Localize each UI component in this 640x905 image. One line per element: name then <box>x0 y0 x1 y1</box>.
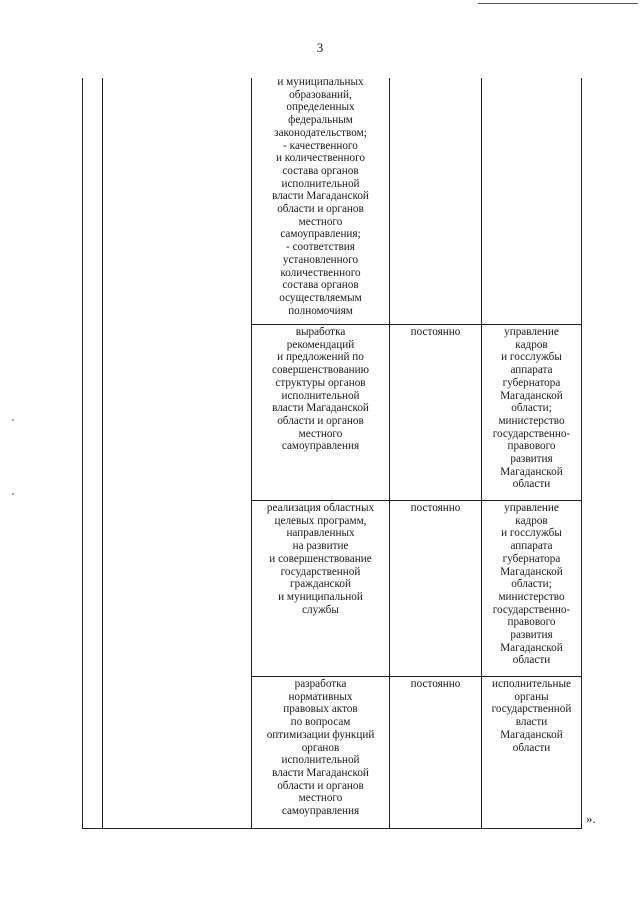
table-row-2-term: постоянно <box>410 326 461 338</box>
table-row-3-term: постоянно <box>410 502 461 514</box>
table-column-divider <box>102 78 103 829</box>
table-row-1-activity: и муниципальных образований, определенных федеральным законодательством; - качественного и количественного состава органов исполнительной власти Магаданской области и органов местного самоуправления; - соответствия установленного количественного состава органов осуществляемым полномочиям <box>272 76 369 317</box>
margin-speck <box>12 419 14 421</box>
row-divider <box>251 676 582 677</box>
table-row-4-term: постоянно <box>410 678 461 690</box>
page-number: 3 <box>316 40 324 55</box>
table-row-2-responsible: управление кадров и госслужбы аппарата губернатора Магаданской области; министерство государственно- правового развития Магаданской области <box>492 326 571 491</box>
margin-speck <box>12 493 14 495</box>
table-border-right <box>581 78 582 829</box>
table-row-4-responsible: исполнительные органы государственной власти Магаданской области <box>491 678 572 754</box>
table-row-2-activity: выработка рекомендаций и предложений по совершенствованию структуры органов исполнительной власти Магаданской области и органов местного самоуправления <box>272 326 369 453</box>
table-border-left <box>82 78 83 829</box>
header-rule <box>478 3 638 4</box>
row-divider <box>251 500 582 501</box>
table-row-3-activity: реализация областных целевых программ, направленных на развитие и совершенствование государственной гражданской и муниципальной службы <box>266 502 375 616</box>
table-border-bottom <box>82 828 582 829</box>
table-row-4-activity: разработка нормативных правовых актов по вопросам оптимизации функций органов исполнительной власти Магаданской области и органов местного самоуправления <box>266 678 375 818</box>
table-column-divider <box>389 78 390 829</box>
closing-quote: ». <box>586 811 596 826</box>
row-divider <box>251 324 582 325</box>
table-row-3-responsible: управление кадров и госслужбы аппарата губернатора Магаданской области; министерство государственно- правового развития Магаданской области <box>492 502 571 667</box>
